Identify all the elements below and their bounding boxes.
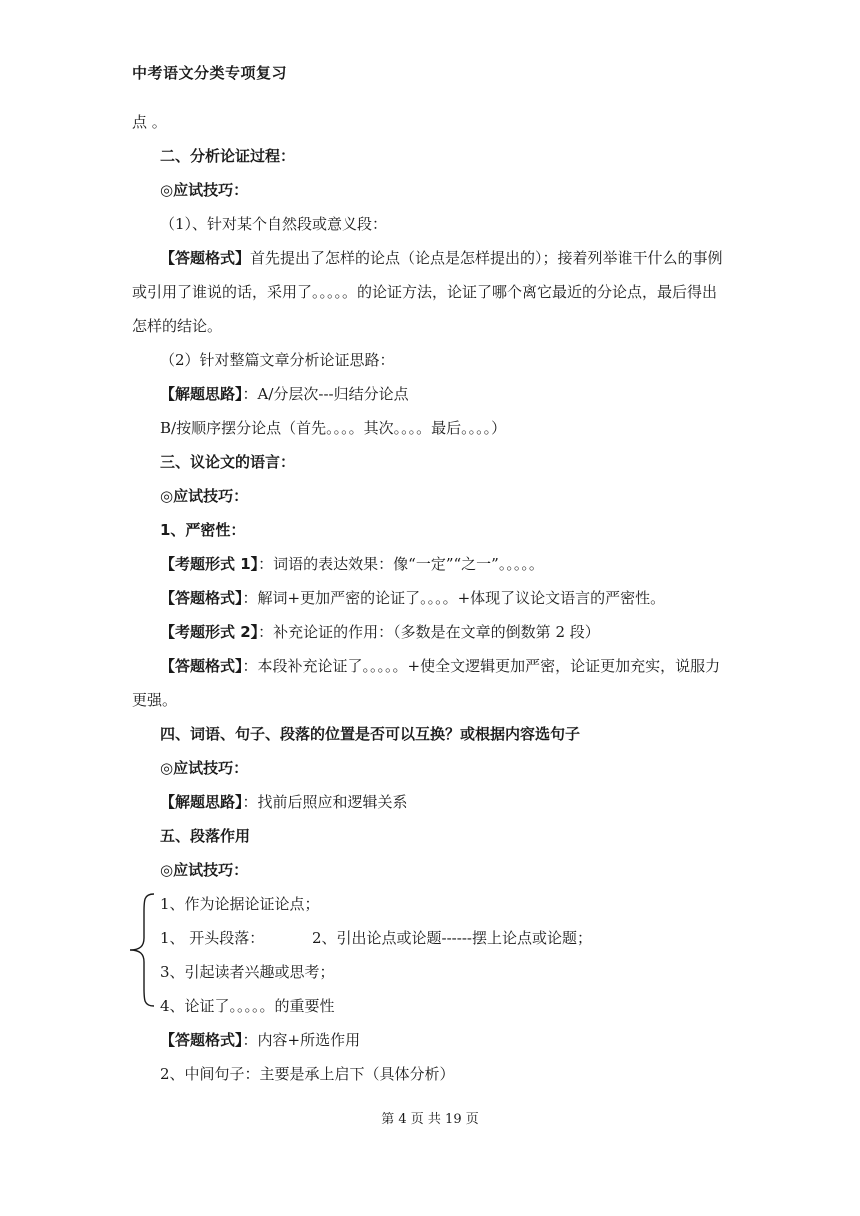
solving-idea-line: [160, 792, 408, 812]
question-form-label: 【考题形式 2】: [160, 623, 259, 641]
text-line: 2、引出论点或论题------摆上论点或论题；: [312, 929, 592, 947]
section-heading-2: 二、分析论证过程：: [160, 147, 296, 165]
solving-idea-label: 【解题思路】: [160, 385, 243, 403]
text-line: 1、作为论据论证论点；: [160, 895, 320, 913]
tip-heading: ◎应试技巧：: [160, 487, 249, 505]
answer-format-text: ：本段补充论证了。。。。。+使全文逻辑更加严密，论证更加充实，说服力: [242, 657, 721, 675]
curly-brace-icon: [126, 890, 156, 1010]
text-line: B/按顺序摆分论点（首先。。。。其次。。。。最后。。。。）: [160, 419, 507, 437]
answer-format-label: 【答题格式】: [160, 657, 243, 675]
solving-idea-text: ：A/分层次---归结分论点: [242, 385, 409, 403]
text-line: 4、论证了。。。。。的重要性: [160, 997, 335, 1015]
question-form-text: ：补充论证的作用：（多数是在文章的倒数第 2 段）: [258, 623, 600, 641]
text-line: （2）针对整篇文章分析论证思路：: [160, 351, 395, 369]
answer-format-label: 【答题格式】: [160, 249, 251, 267]
section-heading-5: 五、段落作用: [160, 827, 251, 845]
question-form-text: ：词语的表达效果：像“一定”“之一”。。。。。: [258, 555, 544, 573]
text-line: 3、引起读者兴趣或思考；: [160, 963, 335, 981]
text-line: 更强。: [132, 691, 178, 709]
answer-format-line: [160, 1030, 360, 1050]
text-line: 1、 开头段落：: [160, 929, 265, 947]
answer-format-label: 【答题格式】: [160, 589, 243, 607]
section-heading-3: 三、议论文的语言：: [160, 453, 296, 471]
answer-format-text: 首先提出了怎样的论点（论点是怎样提出的）；接着列举谁干什么的事例: [250, 249, 723, 267]
question-form-line-2: [160, 622, 600, 642]
solving-idea-line: [160, 384, 409, 404]
answer-format-line: [160, 248, 723, 268]
answer-format-line: [160, 588, 665, 608]
section-heading-4: 四、词语、句子、段落的位置是否可以互换？或根据内容选句子: [160, 725, 581, 743]
answer-format-line: [160, 656, 720, 676]
page-header-title: 中考语文分类专项复习: [132, 64, 288, 82]
solving-idea-text: ：找前后照应和逻辑关系: [242, 793, 408, 811]
question-form-line-1: [160, 554, 544, 574]
text-line: （1）、针对某个自然段或意义段：: [160, 215, 388, 233]
text-line: 怎样的结论。: [132, 317, 223, 335]
page-footer: 第 4 页 共 19 页: [381, 1112, 479, 1127]
answer-format-text: ：解词+更加严密的论证了。。。。+体现了议论文语言的严密性。: [242, 589, 666, 607]
tip-heading: ◎应试技巧：: [160, 861, 249, 879]
text-line: 点 。: [132, 113, 167, 131]
tip-heading: ◎应试技巧：: [160, 181, 249, 199]
answer-format-text: ：内容+所选作用: [242, 1031, 361, 1049]
question-form-label: 【考题形式 1】: [160, 555, 259, 573]
tip-heading: ◎应试技巧：: [160, 759, 249, 777]
solving-idea-label: 【解题思路】: [160, 793, 243, 811]
answer-format-label: 【答题格式】: [160, 1031, 243, 1049]
text-line: 或引用了谁说的话，采用了。。。。。的论证方法，论证了哪个离它最近的分论点，最后得出: [132, 283, 718, 301]
subheading-rigor: 1、严密性：: [160, 521, 246, 539]
text-line: 2、中间句子：主要是承上启下（具体分析）: [160, 1065, 455, 1083]
